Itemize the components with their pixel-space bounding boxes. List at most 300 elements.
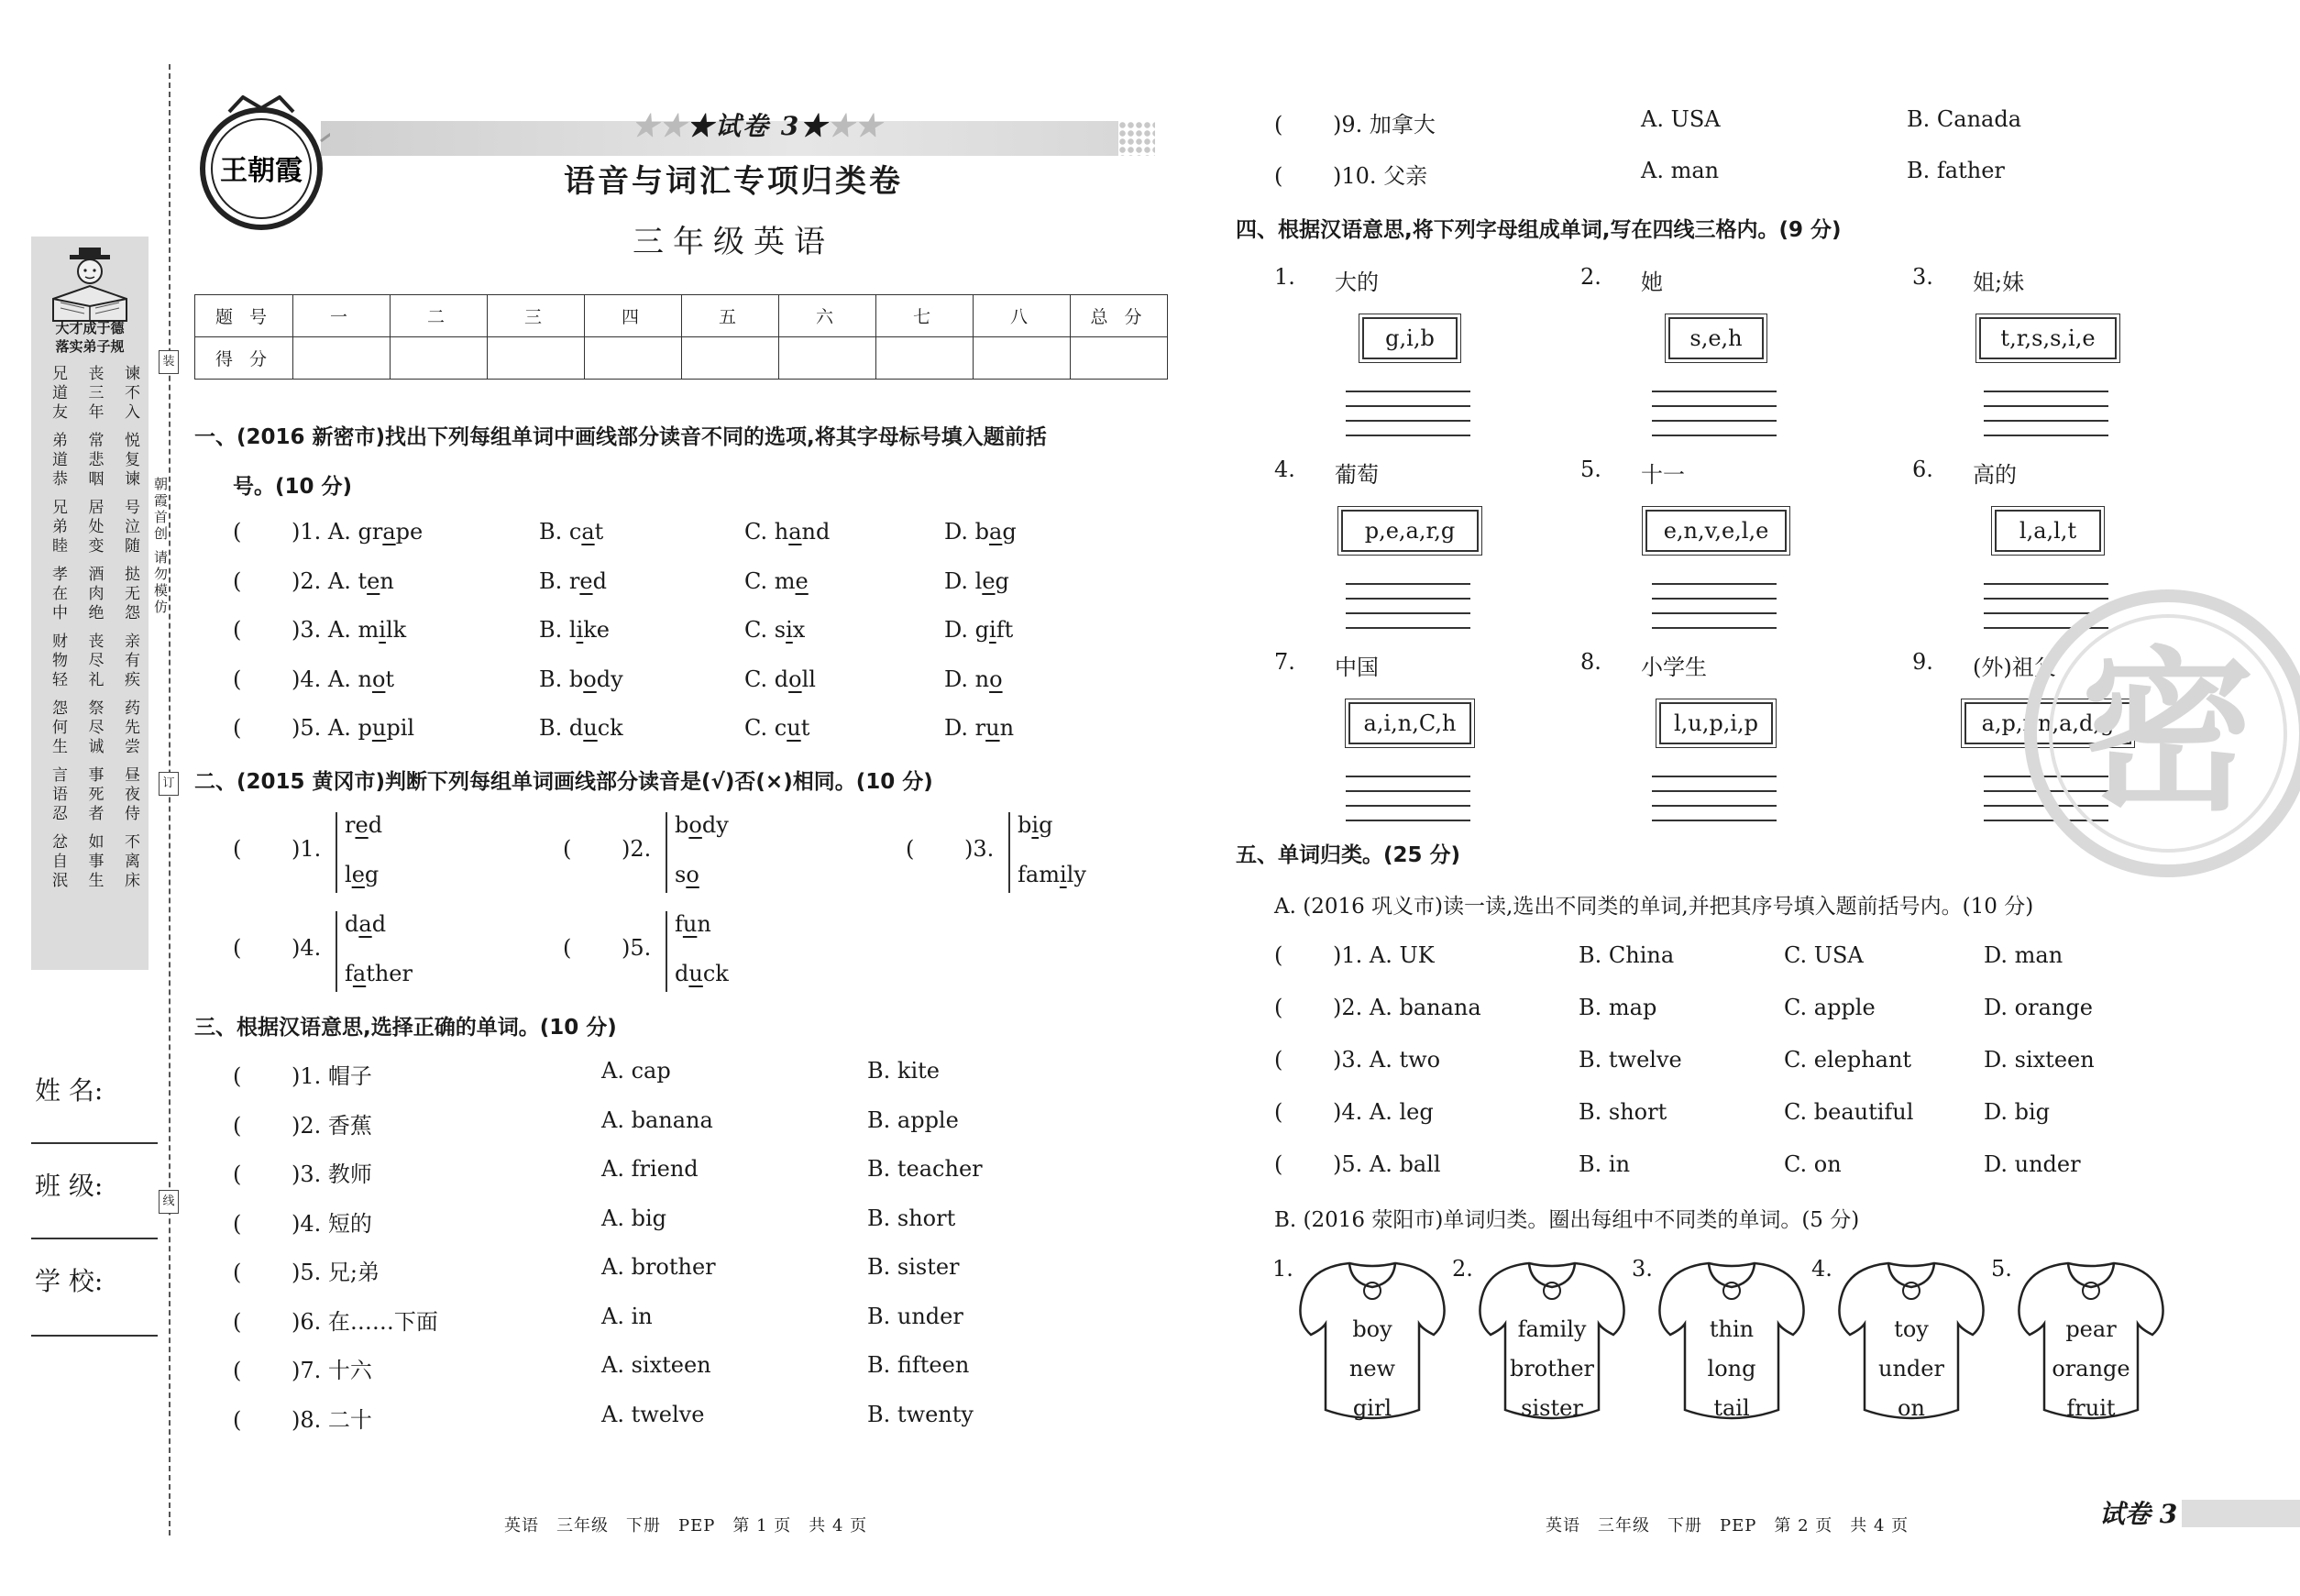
option-b bbox=[539, 715, 623, 741]
word-part: gr bbox=[358, 519, 383, 545]
part3-question-row bbox=[233, 1156, 372, 1188]
question-text: )2. 香蕉 bbox=[292, 1112, 372, 1139]
score-header-row bbox=[195, 295, 1168, 337]
question-number: )3. bbox=[964, 836, 995, 862]
option-c: C. apple bbox=[1784, 995, 1876, 1020]
shirt-word[interactable]: tail bbox=[1713, 1395, 1750, 1421]
option-d-word bbox=[944, 617, 1013, 643]
option-b: B. under bbox=[867, 1303, 963, 1329]
score-input-cell[interactable] bbox=[682, 337, 779, 380]
poem-column: 弟道恭 bbox=[49, 432, 67, 490]
option-b: B. father bbox=[1907, 158, 2005, 183]
underlined-letters: a bbox=[788, 519, 802, 545]
four-line-grid[interactable] bbox=[1652, 378, 1777, 438]
poem-column: 悦复谏 bbox=[121, 432, 139, 490]
poem-block bbox=[48, 833, 139, 891]
word-part: t bbox=[800, 715, 810, 741]
word-part: D. n bbox=[944, 666, 990, 692]
motto: 大才成于德 落实弟子规 bbox=[55, 320, 125, 355]
part5a-question-row bbox=[1274, 995, 1481, 1020]
option-c bbox=[744, 617, 805, 643]
option-d bbox=[944, 617, 1013, 643]
word-part: B. d bbox=[539, 715, 584, 741]
word-top bbox=[675, 911, 711, 937]
score-input-cell[interactable] bbox=[293, 337, 391, 380]
part1-question-row bbox=[233, 666, 394, 692]
logo-emblem-icon bbox=[193, 95, 330, 233]
four-line-grid[interactable] bbox=[1984, 378, 2108, 438]
word-part: ll bbox=[801, 666, 816, 692]
underlined-letters: i bbox=[379, 617, 386, 643]
option-d: D. under bbox=[1984, 1151, 2081, 1177]
underlined-letters: u bbox=[985, 715, 1000, 741]
option-a: )4. A. leg bbox=[1333, 1099, 1434, 1125]
question-text: )9. 加拿大 bbox=[1333, 112, 1436, 138]
shirt-word[interactable]: sister bbox=[1521, 1395, 1583, 1421]
part1-question-row bbox=[233, 519, 423, 545]
letter-box: l,u,p,i,p bbox=[1659, 702, 1773, 744]
answer-bracket[interactable]: ( bbox=[233, 1260, 242, 1285]
part5a-question-row bbox=[1274, 942, 1435, 968]
school-field[interactable] bbox=[31, 1335, 158, 1337]
answer-bracket[interactable]: ( bbox=[1274, 995, 1283, 1020]
poem-column: 怨何生 bbox=[49, 699, 67, 757]
question-text: )3. 教师 bbox=[292, 1161, 372, 1187]
footer-left: 英语 三年级 下册 PEP 第 1 页 共 4 页 bbox=[504, 1516, 868, 1535]
scholar-cartoon-icon bbox=[44, 246, 136, 325]
chinese-meaning: 姐;妹 bbox=[1973, 270, 2025, 295]
poem-block bbox=[48, 432, 139, 490]
word-part: fam bbox=[1018, 862, 1060, 887]
part3-question-row bbox=[233, 1205, 372, 1238]
word-2 bbox=[345, 961, 413, 986]
answer-bracket[interactable]: ( bbox=[233, 666, 242, 692]
word-2 bbox=[675, 961, 729, 986]
part5a-question-row bbox=[1274, 1151, 1441, 1177]
option-b bbox=[539, 568, 607, 594]
option-d-word bbox=[944, 519, 1017, 545]
word-part: ke bbox=[583, 617, 611, 643]
score-input-cell[interactable] bbox=[391, 337, 488, 380]
option-c-word bbox=[744, 666, 816, 692]
word-part: p bbox=[358, 715, 372, 741]
poem-block bbox=[48, 499, 139, 556]
question-number: )5. A. bbox=[292, 715, 358, 741]
word-part: D. b bbox=[944, 519, 990, 545]
shirt-word[interactable]: toy bbox=[1894, 1316, 1929, 1342]
question-number: )1. bbox=[292, 836, 322, 862]
part5-title: 五、单词归类。(25 分) bbox=[1236, 843, 1461, 867]
item-number: 1. bbox=[1274, 264, 1295, 290]
word-part: r bbox=[345, 812, 356, 838]
word-part: ft bbox=[996, 617, 1014, 643]
score-value-row bbox=[195, 337, 1168, 380]
option-b: B. China bbox=[1579, 942, 1675, 968]
class-field[interactable] bbox=[31, 1238, 158, 1239]
underlined-letters: o bbox=[989, 666, 1003, 692]
option-b: B. short bbox=[867, 1205, 956, 1231]
shirt-word[interactable]: boy bbox=[1352, 1316, 1392, 1342]
score-header-cell: 五 bbox=[682, 295, 779, 337]
shirt-word[interactable]: thin bbox=[1709, 1316, 1755, 1342]
score-input-cell[interactable] bbox=[585, 337, 682, 380]
answer-bracket[interactable]: ( bbox=[1274, 112, 1283, 138]
option-c bbox=[744, 519, 830, 545]
part3-question-row bbox=[233, 1304, 438, 1336]
answer-bracket[interactable]: ( bbox=[1274, 942, 1283, 968]
word-part: f bbox=[675, 911, 683, 937]
option-b: B. in bbox=[1579, 1151, 1631, 1177]
question-text: )5. 兄;弟 bbox=[292, 1260, 380, 1285]
word-part: B. r bbox=[539, 567, 580, 594]
word-top bbox=[675, 812, 729, 838]
word-part: C. d bbox=[744, 666, 789, 692]
option-c bbox=[744, 568, 809, 594]
option-b bbox=[539, 519, 603, 545]
footer-paper-tag: 试卷 3 bbox=[2099, 1499, 2178, 1529]
word-part: ly bbox=[1066, 862, 1086, 887]
answer-bracket[interactable]: ( bbox=[233, 715, 242, 741]
option-c-word bbox=[744, 568, 809, 594]
answer-bracket[interactable]: ( bbox=[233, 567, 242, 594]
option-c bbox=[744, 715, 809, 741]
underlined-letters: u bbox=[688, 961, 703, 986]
footer-bar bbox=[2182, 1500, 2300, 1527]
shirt-word[interactable]: family bbox=[1517, 1316, 1587, 1342]
part2-question bbox=[233, 935, 321, 961]
underlined-letters: o bbox=[688, 812, 702, 838]
word-part: B. b bbox=[539, 666, 584, 692]
underlined-letters: o bbox=[788, 666, 802, 692]
option-a: A. in bbox=[601, 1303, 653, 1329]
brace-bar bbox=[336, 911, 337, 992]
question-number: )1. A. bbox=[292, 519, 358, 545]
word-top bbox=[1018, 812, 1052, 838]
score-header-cell: 二 bbox=[391, 295, 488, 337]
word-1 bbox=[345, 911, 386, 937]
question-number: )4. A. bbox=[292, 666, 358, 692]
group-number: 2. bbox=[1452, 1256, 1473, 1282]
score-input-cell[interactable] bbox=[1071, 337, 1168, 380]
part3-question-row bbox=[233, 1058, 372, 1090]
word-1 bbox=[345, 812, 382, 838]
option-a: A. twelve bbox=[601, 1401, 705, 1427]
option-a bbox=[358, 715, 414, 741]
shirt-word[interactable]: new bbox=[1348, 1356, 1396, 1381]
word-part: C. m bbox=[744, 567, 796, 594]
question-number: )2. bbox=[622, 836, 652, 862]
answer-bracket[interactable]: ( bbox=[233, 1308, 242, 1335]
part5a-question-row bbox=[1274, 1047, 1440, 1073]
answer-bracket[interactable]: ( bbox=[563, 836, 572, 862]
underlined-letters: u bbox=[787, 715, 801, 741]
word-part: ck bbox=[702, 961, 729, 986]
part1-title: 一、(2016 新密市)找出下列每组单词中画线部分读音不同的选项,将其字母标号填入题前括 bbox=[194, 425, 1047, 449]
option-b: B. twelve bbox=[1579, 1047, 1682, 1073]
shirt-word[interactable]: fruit bbox=[2066, 1395, 2116, 1421]
question-number: )3. A. bbox=[292, 617, 358, 643]
word-part: d bbox=[592, 567, 607, 594]
brace-bar bbox=[666, 812, 667, 893]
answer-bracket[interactable]: ( bbox=[1274, 163, 1283, 189]
word-bottom bbox=[345, 862, 379, 887]
option-a: )1. A. UK bbox=[1333, 942, 1435, 968]
underlined-letters: a bbox=[358, 911, 372, 937]
poem-column: 昼夜侍 bbox=[121, 766, 139, 824]
underlined-letters: e bbox=[579, 567, 593, 594]
underlined-letters: e bbox=[795, 567, 809, 594]
answer-bracket[interactable]: ( bbox=[233, 1406, 242, 1433]
word-part: C. s bbox=[744, 617, 787, 643]
answer-bracket[interactable]: ( bbox=[1274, 1099, 1283, 1125]
answer-bracket[interactable]: ( bbox=[233, 617, 242, 643]
group-number: 4. bbox=[1811, 1256, 1832, 1282]
shirt-word[interactable]: orange bbox=[2052, 1356, 2130, 1381]
star-icon: ★ bbox=[800, 111, 829, 141]
score-header-cell: 四 bbox=[585, 295, 682, 337]
word-part: b bbox=[1018, 812, 1032, 838]
option-b-word bbox=[539, 715, 623, 741]
group-number: 1. bbox=[1272, 1256, 1293, 1282]
option-d bbox=[944, 666, 1003, 692]
question-text: )4. 短的 bbox=[292, 1210, 372, 1237]
item-number: 2. bbox=[1580, 264, 1601, 290]
word-part: D. r bbox=[944, 715, 986, 741]
underlined-letters: i bbox=[786, 617, 793, 643]
option-a: A. big bbox=[601, 1205, 666, 1231]
score-header-cell: 八 bbox=[974, 295, 1071, 337]
score-input-cell[interactable] bbox=[779, 337, 876, 380]
score-input-cell[interactable] bbox=[488, 337, 585, 380]
underlined-letters: u bbox=[371, 715, 387, 741]
answer-bracket[interactable]: ( bbox=[233, 1210, 242, 1237]
word-part: dy bbox=[596, 666, 623, 692]
shirt-word[interactable]: long bbox=[1707, 1356, 1756, 1381]
underlined-letters: e bbox=[367, 567, 380, 594]
word-part: t bbox=[385, 666, 395, 692]
word-part: g bbox=[1039, 812, 1053, 838]
option-d: D. sixteen bbox=[1984, 1047, 2095, 1073]
binding-tag-1: 装 bbox=[159, 350, 179, 374]
poem-column: 谏不入 bbox=[121, 365, 139, 423]
word-part: d bbox=[345, 911, 359, 937]
poem-column: 酒肉绝 bbox=[84, 566, 104, 623]
group-number: 3. bbox=[1632, 1256, 1653, 1282]
word-1 bbox=[1018, 812, 1052, 838]
word-part: ther bbox=[366, 961, 413, 986]
word-part: C. h bbox=[744, 519, 789, 545]
letter-box: p,e,a,r,g bbox=[1341, 510, 1479, 552]
school-label: 学 校: bbox=[35, 1266, 104, 1296]
underlined-letters: i bbox=[989, 617, 996, 643]
part1-question-row bbox=[233, 568, 394, 594]
four-line-grid[interactable] bbox=[1652, 570, 1777, 631]
shirt-word[interactable]: brother bbox=[1509, 1356, 1595, 1381]
part2-question bbox=[563, 935, 651, 961]
word-part: n bbox=[697, 911, 711, 937]
word-part: g bbox=[995, 567, 1009, 594]
poem-column: 言语忍 bbox=[49, 766, 67, 824]
item-number: 5. bbox=[1580, 457, 1601, 482]
poem-block bbox=[48, 566, 139, 623]
option-b-word bbox=[539, 568, 607, 594]
option-d: D. big bbox=[1984, 1099, 2051, 1125]
di-zi-gui-poem bbox=[48, 365, 139, 891]
word-part: pil bbox=[386, 715, 415, 741]
score-input-cell[interactable] bbox=[876, 337, 974, 380]
logo-text: 王朝霞 bbox=[220, 155, 303, 187]
copyright-note: 朝霞首创 请勿模仿 bbox=[152, 477, 169, 616]
score-header-cell: 六 bbox=[779, 295, 876, 337]
four-line-grid[interactable] bbox=[1346, 763, 1470, 823]
name-field[interactable] bbox=[31, 1142, 158, 1144]
letter-box: a,i,n,C,h bbox=[1348, 702, 1471, 744]
word-part: lk bbox=[385, 617, 407, 643]
answer-bracket[interactable]: ( bbox=[233, 1112, 242, 1139]
word-part: n bbox=[999, 715, 1015, 741]
part2-question bbox=[233, 836, 321, 862]
poem-block bbox=[48, 699, 139, 757]
option-b bbox=[539, 617, 610, 643]
option-b: B. map bbox=[1579, 995, 1657, 1020]
ribbon-dots bbox=[1118, 121, 1155, 156]
poem-column: 事死者 bbox=[84, 766, 104, 824]
score-label-cell: 得 分 bbox=[195, 337, 293, 380]
score-table bbox=[194, 294, 1168, 380]
word-part: B. l bbox=[539, 617, 577, 643]
name-label: 姓 名: bbox=[35, 1075, 104, 1106]
option-c-word bbox=[744, 519, 830, 545]
part4-title: 四、根据汉语意思,将下列字母组成单词,写在四线三格内。(9 分) bbox=[1236, 218, 1842, 242]
shirt-word[interactable]: pear bbox=[2065, 1316, 2117, 1342]
score-header-cell: 七 bbox=[876, 295, 974, 337]
binding-cut-line bbox=[169, 64, 171, 1535]
word-part: dy bbox=[701, 812, 729, 838]
letter-box: g,i,b bbox=[1362, 317, 1458, 359]
part2-title: 二、(2015 黄冈市)判断下列每组单词画线部分读音是(√)否(×)相同。(10 分) bbox=[194, 770, 933, 794]
option-d bbox=[944, 715, 1014, 741]
chinese-meaning: (外)祖父 bbox=[1973, 655, 2056, 680]
word-bottom bbox=[675, 961, 729, 986]
four-line-grid[interactable] bbox=[1346, 570, 1470, 631]
word-part: x bbox=[792, 617, 806, 643]
poem-column: 孝在中 bbox=[49, 566, 67, 623]
option-b: B. fifteen bbox=[867, 1352, 970, 1378]
option-a: )3. A. two bbox=[1333, 1047, 1441, 1073]
word-part: ck bbox=[597, 715, 623, 741]
word-part: f bbox=[345, 961, 353, 986]
binding-tag-3: 线 bbox=[159, 1190, 179, 1214]
part1-title-line2: 号。(10 分) bbox=[233, 475, 353, 499]
option-a: A. banana bbox=[601, 1106, 713, 1133]
paper-number: ★★★试卷 3★★★ bbox=[633, 111, 884, 141]
answer-bracket[interactable]: ( bbox=[233, 836, 242, 862]
word-2 bbox=[1018, 862, 1086, 887]
poem-column: 亲有疾 bbox=[121, 633, 139, 690]
question-number: )2. A. bbox=[292, 567, 358, 594]
option-a bbox=[358, 617, 406, 643]
part3-question-row bbox=[233, 1107, 372, 1139]
answer-bracket[interactable]: ( bbox=[233, 519, 242, 545]
option-b: B. twenty bbox=[867, 1401, 974, 1427]
chinese-meaning: 她 bbox=[1641, 270, 1663, 295]
part3-title: 三、根据汉语意思,选择正确的单词。(10 分) bbox=[194, 1016, 617, 1040]
shirt-word[interactable]: on bbox=[1898, 1395, 1925, 1421]
score-input-cell[interactable] bbox=[974, 337, 1071, 380]
item-number: 6. bbox=[1912, 457, 1933, 482]
four-line-grid[interactable] bbox=[1346, 378, 1470, 438]
option-b: B. sister bbox=[867, 1254, 960, 1280]
poem-column: 忿自泯 bbox=[49, 833, 67, 891]
word-part: D. l bbox=[944, 567, 983, 594]
option-d bbox=[944, 568, 1009, 594]
answer-bracket[interactable]: ( bbox=[906, 836, 915, 862]
option-b bbox=[539, 666, 623, 692]
part3-question-row bbox=[233, 1254, 380, 1286]
option-b: B. kite bbox=[867, 1058, 940, 1084]
group-number: 5. bbox=[1991, 1256, 2012, 1282]
four-line-grid[interactable] bbox=[1652, 763, 1777, 823]
word-bottom bbox=[675, 862, 699, 887]
option-d bbox=[944, 519, 1017, 545]
option-b: B. apple bbox=[867, 1106, 959, 1133]
score-header-cell: 三 bbox=[488, 295, 585, 337]
answer-bracket[interactable]: ( bbox=[563, 935, 572, 961]
word-1 bbox=[675, 911, 711, 937]
chinese-meaning: 小学生 bbox=[1641, 655, 1707, 680]
shirt-word[interactable]: girl bbox=[1352, 1395, 1392, 1421]
part3-question-row bbox=[1274, 106, 1436, 138]
letter-box: l,a,l,t bbox=[1995, 510, 2101, 552]
option-b: B. short bbox=[1579, 1099, 1667, 1125]
word-part: t bbox=[358, 567, 368, 594]
word-part: nd bbox=[801, 519, 831, 545]
answer-bracket[interactable]: ( bbox=[233, 1358, 242, 1383]
answer-bracket[interactable]: ( bbox=[1274, 1047, 1283, 1073]
answer-bracket[interactable]: ( bbox=[233, 1063, 242, 1089]
option-a: )2. A. banana bbox=[1333, 995, 1481, 1020]
option-b-word bbox=[539, 666, 623, 692]
poem-column: 挞无怨 bbox=[121, 566, 139, 623]
part5b-title: B. (2016 荥阳市)单词归类。圈出每组中不同类的单词。(5 分) bbox=[1274, 1208, 1860, 1232]
underlined-letters: e bbox=[982, 567, 996, 594]
shirt-word[interactable]: under bbox=[1878, 1356, 1944, 1381]
question-number: )4. bbox=[292, 935, 322, 961]
word-part: C. c bbox=[744, 715, 787, 741]
word-1 bbox=[675, 812, 729, 838]
answer-bracket[interactable]: ( bbox=[1274, 1151, 1283, 1177]
option-d-word bbox=[944, 666, 1003, 692]
part5a-question-row bbox=[1274, 1099, 1434, 1125]
underlined-letters: e bbox=[355, 812, 369, 838]
poem-column: 常悲咽 bbox=[84, 432, 104, 490]
question-text: )7. 十六 bbox=[292, 1358, 372, 1383]
option-c bbox=[744, 666, 816, 692]
answer-bracket[interactable]: ( bbox=[233, 935, 242, 961]
underlined-letters: o bbox=[686, 862, 699, 887]
word-part: g bbox=[1002, 519, 1017, 545]
poem-column: 居处变 bbox=[84, 499, 104, 556]
word-part: m bbox=[358, 617, 380, 643]
word-part: n bbox=[380, 567, 394, 594]
option-c: C. elephant bbox=[1784, 1047, 1912, 1073]
class-label: 班 级: bbox=[35, 1171, 104, 1201]
brace-bar bbox=[1008, 812, 1010, 893]
answer-bracket[interactable]: ( bbox=[233, 1161, 242, 1187]
option-a bbox=[358, 666, 394, 692]
part2-question bbox=[563, 836, 651, 862]
chinese-meaning: 大的 bbox=[1335, 270, 1379, 295]
